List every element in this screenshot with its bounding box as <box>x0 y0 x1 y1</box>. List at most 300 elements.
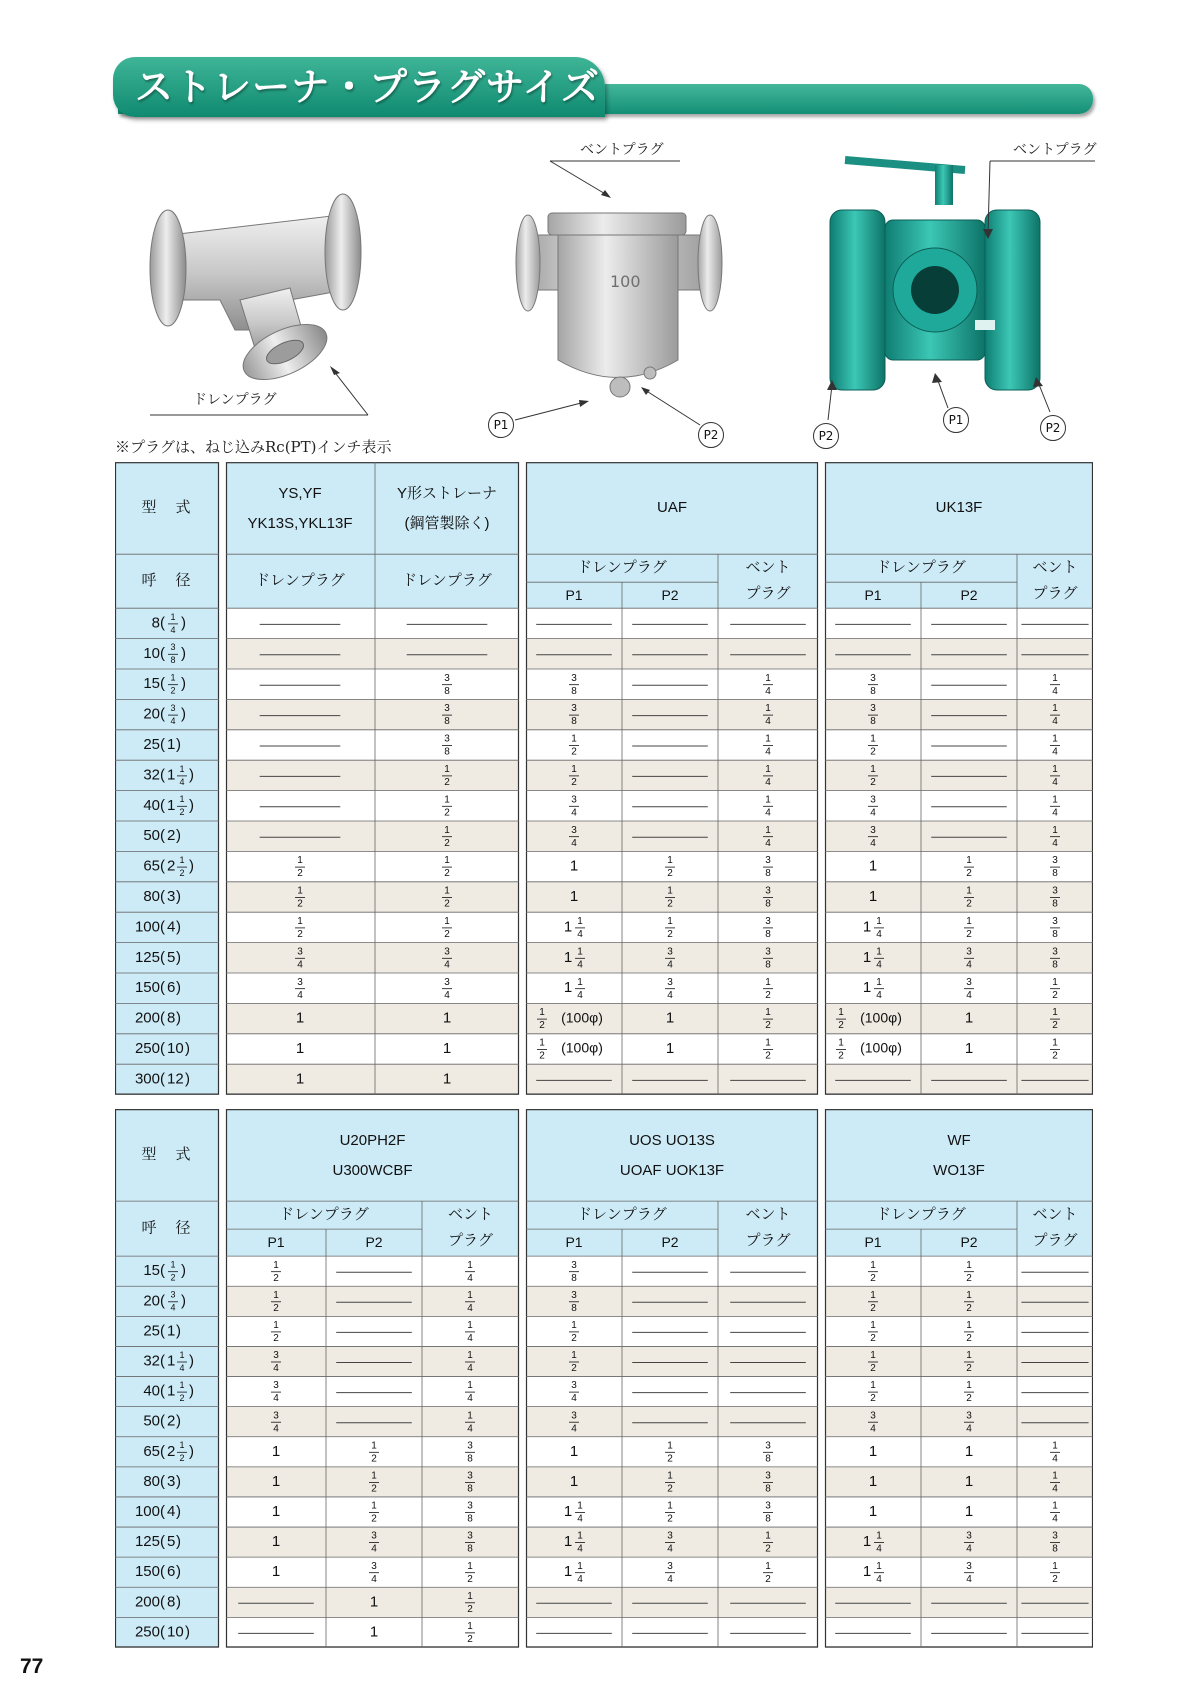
fraction-numerator: 1 <box>467 1621 473 1633</box>
size-paren: ) <box>185 1039 190 1057</box>
drain-plug-header: ドレンプラグ <box>577 559 667 577</box>
whole-number: 1 <box>862 1533 872 1551</box>
fraction-numerator: 3 <box>467 1470 473 1482</box>
whole-number: 1 <box>295 1070 305 1088</box>
whole-number: 1 <box>665 1039 675 1057</box>
model-name: Y形ストレーナ <box>396 485 498 503</box>
fraction-denominator: 4 <box>170 1302 176 1313</box>
fraction-denominator: 4 <box>870 807 876 819</box>
row-band <box>526 1377 818 1407</box>
fraction-denominator: 8 <box>765 868 771 880</box>
plug-size-cell <box>869 1503 877 1520</box>
row-band <box>226 639 519 669</box>
size-inch: 10 <box>167 1039 184 1057</box>
fraction-denominator: 2 <box>966 1393 972 1405</box>
fraction-denominator: 2 <box>179 807 185 818</box>
u-strainer-body-mark: 100 <box>610 272 641 291</box>
fraction-numerator: 1 <box>667 916 673 928</box>
row-band <box>526 699 818 729</box>
fraction-numerator: 1 <box>467 1259 473 1271</box>
fraction-denominator: 4 <box>667 959 673 971</box>
fraction-denominator: 2 <box>273 1302 279 1314</box>
size-mm: 10( <box>143 644 165 662</box>
fraction-denominator: 2 <box>667 1513 673 1525</box>
row-band <box>526 1064 818 1094</box>
fraction-denominator: 4 <box>765 685 771 697</box>
fraction-numerator: 1 <box>1052 794 1058 806</box>
model-name: UK13F <box>935 499 983 517</box>
model-name: U20PH2F <box>339 1132 406 1150</box>
size-mm: 65( <box>143 857 165 875</box>
fraction-numerator: 3 <box>966 1530 972 1542</box>
fraction-denominator: 2 <box>870 1363 876 1375</box>
whole-number: 1 <box>563 948 573 966</box>
duplex-vent-plug-callout: ベントプラグ <box>1013 142 1097 158</box>
fraction-numerator: 3 <box>571 672 577 684</box>
size-label-char: 呼 <box>141 1219 157 1237</box>
whole-number: 1 <box>569 1442 579 1460</box>
p2-header: P2 <box>960 586 978 603</box>
fraction-numerator: 1 <box>371 1470 377 1482</box>
fraction-denominator: 4 <box>876 1543 882 1555</box>
vent-plug-header: ベント <box>745 1206 791 1224</box>
fraction-numerator: 1 <box>444 794 450 806</box>
fraction-numerator: 1 <box>870 733 876 745</box>
size-paren: ) <box>176 887 181 905</box>
fraction-numerator: 3 <box>571 1289 577 1301</box>
size-paren: ) <box>189 766 194 784</box>
fraction-numerator: 3 <box>273 1380 279 1392</box>
fraction-denominator: 4 <box>765 807 771 819</box>
whole-number: 1 <box>964 1442 974 1460</box>
duplex-plug-callout-lines <box>810 370 1070 430</box>
whole-number: 1 <box>868 857 878 875</box>
u-p2-marker: P2 <box>698 422 724 448</box>
fraction-numerator: 1 <box>571 733 577 745</box>
u-p1-marker: P1 <box>488 412 514 438</box>
duplex-vent-callout-line <box>980 155 1100 245</box>
fraction-denominator: 4 <box>966 1573 972 1585</box>
whole-number: 1 <box>271 1502 281 1520</box>
fraction-numerator: 1 <box>467 1320 473 1332</box>
fraction-numerator: 3 <box>170 642 176 653</box>
fraction-numerator: 1 <box>765 1530 771 1542</box>
duplex-p1-marker: P1 <box>943 407 969 433</box>
whole-number: 1 <box>569 887 579 905</box>
row-band <box>226 1286 519 1316</box>
fraction-denominator: 2 <box>765 989 771 1001</box>
size-inch: 4 <box>167 1502 176 1520</box>
model-label-char: 型 <box>141 1146 157 1164</box>
fraction-denominator: 4 <box>297 989 303 1001</box>
whole-number: 1 <box>295 1009 305 1027</box>
fraction-denominator: 4 <box>667 1573 673 1585</box>
whole-number: 1 <box>964 1502 974 1520</box>
size-paren: ) <box>176 1472 181 1490</box>
fraction-denominator: 4 <box>467 1272 473 1284</box>
fraction-denominator: 2 <box>273 1333 279 1345</box>
size-paren: ) <box>181 644 186 662</box>
whole-number: 1 <box>862 1563 872 1581</box>
whole-number: 1 <box>964 1009 974 1027</box>
size-mm: 100( <box>134 918 165 936</box>
fraction-denominator: 4 <box>467 1423 473 1435</box>
fraction-denominator: 4 <box>371 1543 377 1555</box>
fraction-denominator: 4 <box>1052 685 1058 697</box>
model-name: YS,YF <box>278 485 322 503</box>
u-plug-callout-lines <box>505 385 715 435</box>
plug-size-cell <box>869 1473 877 1490</box>
row-band <box>226 1034 519 1064</box>
fraction-denominator: 8 <box>444 716 450 728</box>
fraction-numerator: 1 <box>170 672 176 683</box>
size-paren: ) <box>181 1262 186 1280</box>
fraction-denominator: 8 <box>1052 929 1058 941</box>
fraction-denominator: 2 <box>539 1020 545 1032</box>
fraction-numerator: 1 <box>966 916 972 928</box>
p1-header: P1 <box>864 586 882 603</box>
size-mm: 150( <box>134 1563 165 1581</box>
fraction-numerator: 1 <box>467 1590 473 1602</box>
fraction-denominator: 4 <box>467 1302 473 1314</box>
whole-number: 1 <box>964 1472 974 1490</box>
fraction-denominator: 8 <box>765 1513 771 1525</box>
fraction-numerator: 3 <box>765 885 771 897</box>
fraction-numerator: 1 <box>870 1259 876 1271</box>
fraction-denominator: 2 <box>467 1573 473 1585</box>
row-band <box>825 608 1093 638</box>
row-band <box>526 1617 818 1647</box>
duplex-p2-right-marker: P2 <box>1040 415 1066 441</box>
model-label-char: 式 <box>175 499 191 517</box>
size-inch: 1 <box>167 1322 176 1340</box>
fraction-denominator: 4 <box>870 1423 876 1435</box>
size-inch: 1 <box>167 766 176 784</box>
row-band <box>825 1407 1093 1437</box>
plug-size-cell <box>666 1010 674 1027</box>
fraction-denominator: 4 <box>577 929 583 941</box>
fraction-denominator: 2 <box>966 1272 972 1284</box>
fraction-numerator: 1 <box>1052 1007 1058 1019</box>
fraction-numerator: 1 <box>467 1560 473 1572</box>
fraction-denominator: 2 <box>297 868 303 880</box>
fraction-numerator: 3 <box>444 703 450 715</box>
size-inch: 3 <box>167 887 176 905</box>
size-paren: ) <box>176 979 181 997</box>
row-band <box>226 912 519 942</box>
model-label-char: 式 <box>175 1146 191 1164</box>
row-band <box>226 973 519 1003</box>
fraction-numerator: 1 <box>577 1530 583 1542</box>
whole-number: 1 <box>271 1563 281 1581</box>
row-band <box>226 882 519 912</box>
fraction-numerator: 3 <box>870 703 876 715</box>
fraction-numerator: 3 <box>371 1530 377 1542</box>
fraction-numerator: 1 <box>765 824 771 836</box>
fraction-denominator: 4 <box>444 989 450 1001</box>
size-paren: ) <box>189 1442 194 1460</box>
fraction-numerator: 1 <box>870 1289 876 1301</box>
fraction-denominator: 4 <box>273 1393 279 1405</box>
size-mm: 50( <box>143 1412 165 1430</box>
whole-number: 1 <box>563 979 573 997</box>
diameter-note: (100φ) <box>860 1009 902 1026</box>
fraction-denominator: 2 <box>371 1513 377 1525</box>
fraction-denominator: 4 <box>1052 1483 1058 1495</box>
plug-size-cell <box>296 1040 304 1057</box>
row-band <box>526 1346 818 1376</box>
nominal-size <box>143 1322 181 1339</box>
plug-size-cell <box>570 1473 578 1490</box>
row-band <box>226 851 519 881</box>
y-drain-plug-callout: ドレンプラグ <box>193 392 277 408</box>
size-mm: 80( <box>143 887 165 905</box>
size-inch: 5 <box>167 948 176 966</box>
fraction-numerator: 1 <box>170 1259 176 1270</box>
y-drain-callout-line <box>150 360 380 420</box>
fraction-denominator: 4 <box>170 624 176 635</box>
fraction-numerator: 1 <box>667 1470 673 1482</box>
fraction-numerator: 3 <box>765 855 771 867</box>
size-label-char: 径 <box>175 572 191 590</box>
fraction-denominator: 4 <box>966 1543 972 1555</box>
fraction-denominator: 2 <box>765 1543 771 1555</box>
nominal-size <box>135 1010 181 1027</box>
fraction-numerator: 3 <box>467 1440 473 1452</box>
drain-plug-header: ドレンプラグ <box>402 572 492 590</box>
size-inch: 1 <box>167 1382 176 1400</box>
fraction-denominator: 4 <box>577 959 583 971</box>
fraction-denominator: 2 <box>667 898 673 910</box>
row-band <box>226 1407 519 1437</box>
plug-size-cell <box>666 1040 674 1057</box>
p1-header: P1 <box>565 1233 583 1250</box>
plug-size-cell <box>965 1503 973 1520</box>
size-paren: ) <box>176 1502 181 1520</box>
fraction-denominator: 2 <box>444 898 450 910</box>
y-strainer-image <box>140 180 390 390</box>
fraction-denominator: 4 <box>1052 716 1058 728</box>
whole-number: 1 <box>295 1039 305 1057</box>
fraction-denominator: 8 <box>571 1272 577 1284</box>
row-band <box>526 608 818 638</box>
size-inch: 3 <box>167 1472 176 1490</box>
row-band <box>825 1617 1093 1647</box>
fraction-denominator: 8 <box>765 1453 771 1465</box>
fraction-denominator: 2 <box>170 685 176 696</box>
nominal-size <box>143 1473 181 1490</box>
fraction-denominator: 4 <box>577 1513 583 1525</box>
row-band <box>526 1587 818 1617</box>
fraction-numerator: 3 <box>444 733 450 745</box>
fraction-denominator: 2 <box>273 1272 279 1284</box>
size-paren: ) <box>189 857 194 875</box>
fraction-numerator: 3 <box>966 946 972 958</box>
size-mm: 15( <box>143 675 165 693</box>
size-mm: 250( <box>134 1039 165 1057</box>
nominal-size <box>135 1533 181 1550</box>
model-name: UOS UO13S <box>629 1132 715 1150</box>
fraction-numerator: 1 <box>577 1560 583 1572</box>
whole-number: 1 <box>271 1472 281 1490</box>
fraction-numerator: 1 <box>170 611 176 622</box>
size-inch: 5 <box>167 1533 176 1551</box>
fraction-numerator: 3 <box>444 946 450 958</box>
fraction-denominator: 2 <box>667 929 673 941</box>
page-title: ストレーナ・プラグサイズ <box>135 65 600 109</box>
whole-number: 1 <box>563 1563 573 1581</box>
plug-size-cell <box>272 1503 280 1520</box>
size-mm: 100( <box>134 1502 165 1520</box>
model-name: (鋼管製除く) <box>404 515 490 533</box>
size-mm: 15( <box>143 1262 165 1280</box>
row-band <box>526 1316 818 1346</box>
fraction-numerator: 1 <box>667 885 673 897</box>
fraction-denominator: 4 <box>571 1423 577 1435</box>
fraction-numerator: 1 <box>273 1289 279 1301</box>
vent-plug-header: プラグ <box>745 1232 791 1250</box>
whole-number: 1 <box>369 1623 379 1641</box>
fraction-denominator: 2 <box>966 1363 972 1375</box>
fraction-denominator: 2 <box>371 1453 377 1465</box>
p1-header: P1 <box>267 1233 285 1250</box>
u-vent-plug-callout: ベントプラグ <box>580 142 664 158</box>
fraction-numerator: 1 <box>539 1037 545 1049</box>
plug-size-cell <box>965 1040 973 1057</box>
row-band <box>226 669 519 699</box>
fraction-numerator: 3 <box>667 1530 673 1542</box>
fraction-denominator: 2 <box>870 1393 876 1405</box>
row-band <box>825 1316 1093 1346</box>
row-band <box>226 1003 519 1033</box>
fraction-numerator: 1 <box>1052 1470 1058 1482</box>
fraction-denominator: 4 <box>667 989 673 1001</box>
fraction-denominator: 4 <box>371 1573 377 1585</box>
size-paren: ) <box>176 1533 181 1551</box>
fraction-numerator: 3 <box>170 1289 176 1300</box>
fraction-denominator: 8 <box>870 716 876 728</box>
fraction-numerator: 1 <box>1052 1037 1058 1049</box>
fraction-numerator: 1 <box>539 1007 545 1019</box>
plug-size-cell <box>272 1563 280 1580</box>
fraction-denominator: 2 <box>1052 1050 1058 1062</box>
fraction-denominator: 4 <box>273 1423 279 1435</box>
fraction-numerator: 3 <box>273 1350 279 1362</box>
fraction-denominator: 8 <box>1052 959 1058 971</box>
size-mm: 125( <box>134 1533 165 1551</box>
fraction-denominator: 2 <box>1052 1573 1058 1585</box>
whole-number: 1 <box>563 1502 573 1520</box>
nominal-size <box>135 1070 190 1087</box>
fraction-numerator: 3 <box>765 1470 771 1482</box>
size-mm: 8( <box>151 614 165 632</box>
plug-thread-note: ※プラグは、ねじ込みRc(PT)インチ表示 <box>115 438 392 456</box>
fraction-numerator: 3 <box>297 976 303 988</box>
p2-header: P2 <box>960 1233 978 1250</box>
row-band <box>226 943 519 973</box>
fraction-denominator: 4 <box>467 1393 473 1405</box>
fraction-denominator: 4 <box>966 959 972 971</box>
whole-number: 1 <box>665 1009 675 1027</box>
fraction-denominator: 2 <box>870 1302 876 1314</box>
nominal-size <box>135 1503 181 1520</box>
row-band <box>226 699 519 729</box>
fraction-denominator: 2 <box>179 1453 185 1464</box>
size-mm: 40( <box>143 796 165 814</box>
fraction-denominator: 8 <box>870 685 876 697</box>
fraction-numerator: 1 <box>179 763 185 774</box>
fraction-denominator: 2 <box>179 1392 185 1403</box>
fraction-denominator: 2 <box>467 1634 473 1646</box>
fraction-numerator: 3 <box>667 1560 673 1572</box>
fraction-numerator: 1 <box>1052 672 1058 684</box>
fraction-numerator: 3 <box>571 1410 577 1422</box>
fraction-numerator: 3 <box>870 794 876 806</box>
vent-plug-header: プラグ <box>447 1232 494 1250</box>
row-band <box>526 639 818 669</box>
fraction-numerator: 1 <box>876 1530 882 1542</box>
fraction-numerator: 3 <box>297 946 303 958</box>
fraction-numerator: 1 <box>966 1380 972 1392</box>
row-band <box>526 760 818 790</box>
size-mm: 20( <box>143 1292 165 1310</box>
fraction-numerator: 1 <box>765 976 771 988</box>
row-band <box>226 760 519 790</box>
fraction-numerator: 3 <box>870 1410 876 1422</box>
fraction-denominator: 2 <box>297 929 303 941</box>
u-vent-callout-line <box>545 155 685 210</box>
drain-plug-header: ドレンプラグ <box>279 1206 369 1224</box>
size-inch: 2 <box>167 827 176 845</box>
row-band <box>226 1256 519 1286</box>
plug-size-cell <box>965 1010 973 1027</box>
fraction-numerator: 1 <box>966 1289 972 1301</box>
size-paren: ) <box>181 705 186 723</box>
fraction-numerator: 1 <box>273 1320 279 1332</box>
fraction-numerator: 3 <box>870 672 876 684</box>
fraction-denominator: 8 <box>1052 868 1058 880</box>
fraction-numerator: 1 <box>577 946 583 958</box>
fraction-denominator: 2 <box>444 807 450 819</box>
row-band <box>526 1286 818 1316</box>
fraction-denominator: 2 <box>765 1573 771 1585</box>
size-mm: 50( <box>143 827 165 845</box>
p1-header: P1 <box>864 1233 882 1250</box>
vent-plug-header: プラグ <box>745 585 791 603</box>
fraction-denominator: 8 <box>467 1543 473 1555</box>
fraction-denominator: 2 <box>571 1363 577 1375</box>
plug-size-cell <box>370 1623 378 1640</box>
nominal-size <box>143 736 181 753</box>
model-name: UAF <box>657 499 687 517</box>
whole-number: 1 <box>868 887 878 905</box>
whole-number: 1 <box>563 1533 573 1551</box>
row-band <box>825 1064 1093 1094</box>
fraction-denominator: 8 <box>765 929 771 941</box>
fraction-denominator: 4 <box>765 716 771 728</box>
size-inch: 10 <box>167 1623 184 1641</box>
fraction-denominator: 2 <box>571 1333 577 1345</box>
size-mm: 250( <box>134 1623 165 1641</box>
fraction-denominator: 4 <box>571 807 577 819</box>
fraction-numerator: 1 <box>297 885 303 897</box>
size-paren: ) <box>176 1322 181 1340</box>
whole-number: 1 <box>868 1442 878 1460</box>
fraction-denominator: 2 <box>371 1483 377 1495</box>
fraction-numerator: 1 <box>577 976 583 988</box>
whole-number: 1 <box>271 1442 281 1460</box>
fraction-numerator: 1 <box>765 794 771 806</box>
